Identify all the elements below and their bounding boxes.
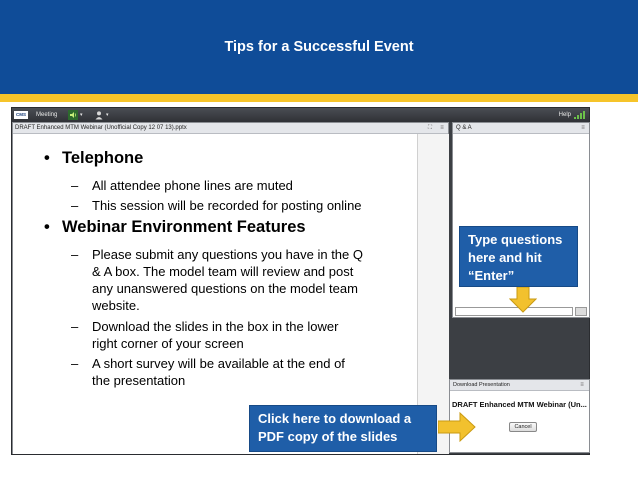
fullscreen-icon[interactable]: ⛶ xyxy=(427,125,433,131)
download-callout-line: Click here to download a xyxy=(258,411,412,426)
slide-header xyxy=(0,0,638,94)
pod-menu-icon[interactable]: ≡ xyxy=(581,125,585,131)
send-button[interactable] xyxy=(575,307,587,316)
qa-callout-line: “Enter” xyxy=(468,268,515,283)
arrow-right-icon xyxy=(438,412,476,442)
download-pod-title: Download Presentation xyxy=(453,382,510,388)
app-menubar xyxy=(12,108,589,122)
share-pod-titlebar xyxy=(13,123,448,134)
download-file-link[interactable]: DRAFT Enhanced MTM Webinar (Un... xyxy=(452,400,587,409)
speaker-icon[interactable] xyxy=(68,110,78,120)
download-pod-titlebar xyxy=(450,380,589,391)
qa-callout-line: Type questions xyxy=(468,232,563,247)
download-callout-line: PDF copy of the slides xyxy=(258,429,398,444)
signal-strength-icon xyxy=(574,111,586,119)
download-callout xyxy=(249,405,437,452)
cancel-button[interactable]: Cancel xyxy=(509,422,537,432)
qa-callout xyxy=(459,226,578,287)
qa-callout-line: here and hit xyxy=(468,250,542,265)
cms-logo: CMS xyxy=(16,112,26,117)
pod-menu-icon[interactable]: ≡ xyxy=(440,125,444,131)
header-accent-stripe xyxy=(0,94,638,102)
slide-canvas: • Telephone – All attendee phone lines are muted – This session will be recorded for posting online • Webinar Environment Features – Please submit any questions you have in the Q & A box. The model team will review and post any unanswered questions on the model team website. – Download the slides in the box in the lower right corner of your screen – A short survey will be available at the end of the presentation xyxy=(13,134,417,454)
page-title: Tips for a Successful Event xyxy=(224,39,414,55)
menu-meeting[interactable]: Meeting xyxy=(36,112,58,118)
chevron-down-icon[interactable]: ▾ xyxy=(106,112,109,118)
menu-help[interactable]: Help xyxy=(558,112,571,118)
arrow-down-icon xyxy=(509,287,537,313)
person-icon[interactable] xyxy=(94,110,104,120)
bullet-telephone: • Telephone xyxy=(44,149,144,167)
chevron-down-icon[interactable]: ▾ xyxy=(80,112,83,118)
pod-menu-icon[interactable]: ≡ xyxy=(580,382,584,388)
qa-pod-title: Q & A xyxy=(456,125,472,131)
bullet-webinar-features: • Webinar Environment Features xyxy=(44,218,306,236)
qa-pod-titlebar xyxy=(453,123,589,134)
share-pod-title: DRAFT Enhanced MTM Webinar (Unofficial Copy 12 07 13).pptx xyxy=(15,125,187,131)
